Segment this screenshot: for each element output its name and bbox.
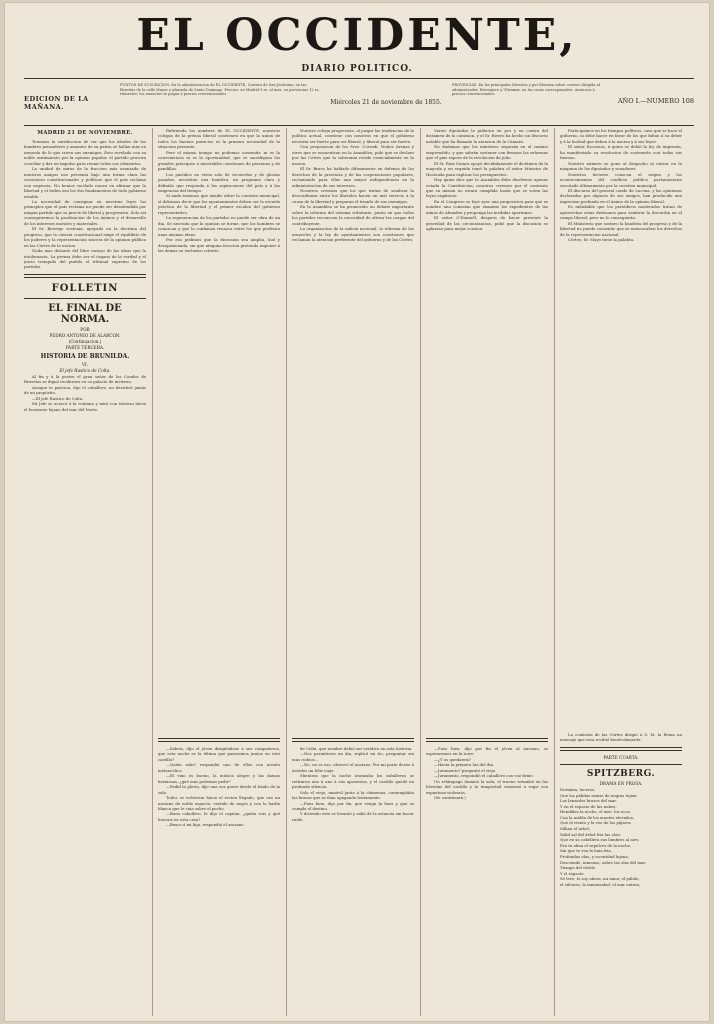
continuation-note: (Continuacion.): [68, 338, 102, 344]
paragraph: —¿Y os quedareis?: [434, 756, 471, 762]
paragraph: Todos se volvieron hácia el recien llegado, que era un anciano de noble aspecto, vestido de negro y con la barba blanca que le caia sobre el pecho.: [158, 795, 280, 811]
paragraph: Nuestro número se pone al despacho al entrar en la máquina de los diputados y senadores.: [560, 160, 682, 172]
verse-line: Era tu alma el sepulcro de la noche,: [560, 842, 632, 848]
verse-line: Los lanzados brazos del mar.: [560, 798, 617, 804]
column-3: [292, 128, 414, 1016]
paragraph: Un relámpago iluminó la sala; el trueno retumbó en las bóvedas del castillo y la tempestad comenzó a rugir con espantosa violencia.: [426, 778, 548, 795]
paragraph: —Sabeis, dijo el jóven dirigiéndose á sus compañeros, que esta noche es la última que pasaremos juntos en este castillo?: [158, 746, 280, 762]
paragraph: Hay quien dice que la Asamblea debe disolverse apenas votada la Constitucion; nosotros creemos por el contrario que su mision no estará cumplida hasta que se voten las leyes orgánicas.: [426, 177, 548, 199]
issue-number: AÑO I.—NUMERO 108: [617, 97, 694, 105]
divider: [292, 738, 414, 742]
paragraph: Una proposicion de los Sres. Corradi, Nuñez Arenas y otros que se encuentran en la Asamblea, pide que se declare por las Córtes que la soberanía reside esencialmente en la nacion.: [292, 144, 414, 166]
verse-line: el silencio, la inmensidad, el mar entero,: [560, 882, 641, 887]
column-rule: [420, 128, 421, 1016]
paragraph: Si nada tenemos que añadir sobre la cuestion municipal, sí debemos decir que los ayuntamientos deben ser la escuela práctica de la libertad y el primer escalon del gobierno representativo.: [158, 193, 280, 215]
provinces-info: PROVINCIAS. En las principales librerías y por libranza sobre correos dirigida al administrador. Extranjero y Ultramar, en las casas corresponsales. Anuncios á precios convencionales.: [452, 83, 600, 97]
column-5: [560, 128, 682, 1016]
divider: [24, 298, 146, 299]
paragraph: La regeneracion de los partidos no puede ser obra de un dia. Se necesita que la opinion se forme, que los hombres se conozcan y que la confianza renazca entre los que profesan unas mismas ideas.: [158, 215, 280, 237]
divider: [426, 738, 548, 742]
paragraph: —Pedid la gloria, dijo una voz grave desde el fondo de la sala.: [158, 784, 280, 795]
paragraph: Solo el viejo, inmóvil junto á la chimenea, contemplaba las brasas que se iban apagando lentamente.: [292, 789, 414, 801]
masthead: EL OCCIDENTE,: [136, 10, 578, 61]
chapter-subtitle: El jefe Rustico de Colta.: [59, 367, 111, 373]
novel-text: [24, 374, 146, 412]
divider: [560, 764, 682, 765]
novel-text: [158, 746, 280, 828]
paragraph: Mi Jefe se acercó á la ventana y miró con tristeza hácia el horizonte lejano del mar del Norte.: [24, 401, 146, 412]
novel-by: POR: [80, 326, 90, 332]
section-heading: MADRID 21 DE NOVIEMBRE.: [37, 130, 133, 136]
notice-text: [560, 732, 682, 743]
verse-line: Y el espacio.: [560, 870, 585, 876]
paragraph: Es indudable que los periódicos moderados tratan de aprovechar estas divisiones para sembrar la discordia en el campo liberal; pero no lo conseguirán.: [560, 204, 682, 221]
novel-author: PEDRO ANTONIO DE ALARCON.: [49, 332, 121, 338]
paragraph: El Sr. Bravo ha hablado difusamente en defensa de los derechos de la provincia y de las corporaciones populares, reclamando para ellas una mayor independencia en la administracion de sus intereses.: [292, 166, 414, 188]
paragraph: —El jefe Rustico de Colta.: [32, 395, 84, 401]
paragraph: El Sr. Borrego sostenia, apoyado en la doctrina del progreso, que la ciencia constitucional exige el equilibrio de los poderes y la representacion sincera de la opinion pública en las Córtes de la nacion.: [24, 226, 146, 248]
paragraph: El Ministerio que sostuvo la bandera del progreso y de la libertad no puede consentir que se menoscaben los derechos de la representacion nacional.: [560, 220, 682, 237]
paragraph: —Pues bien, dijo por fin, que venga la hora y que se cumpla el destino.: [292, 800, 414, 811]
paragraph: —Juramento, respondió el caballero con voz firme.: [434, 773, 534, 779]
paragraph: Varios diputados la pidieron en pro y en contra del dictámen de la comision, y el Sr. Rivero ha hecho un discurso notable que ha llamado la atencion de la Cámara.: [426, 128, 548, 144]
paragraph: La necesidad de consignar en nuestras leyes los principios que el país reclama no puede ser desatendida por ningun partido que se precie de liberal y progresista. Solo así conseguiremos la pacificacion de los ánimos y el desarrollo de los intereses morales y materiales.: [24, 198, 146, 226]
divider: [560, 747, 682, 751]
column-1: [24, 128, 146, 1016]
paragraph: —Buen caballero, le dijo el capitan, ¿quién sois y qué buscais en esta casa?: [158, 811, 280, 822]
paragraph: (Se continuará.): [434, 795, 466, 801]
paragraph: Córtes: Sr. Mayo tiene la palabra.: [568, 237, 635, 243]
paragraph: Refiriendo los nombres de EL OCCIDENTE, nuestros colegas de la prensa liberal convienen en que la union de todos los buenos patricios es la primera necesidad de la situacion presente.: [158, 128, 280, 150]
story-title: HISTORIA DE BRUNILDA.: [40, 352, 130, 360]
column-4: [426, 128, 548, 1016]
part-label: PARTE CUARTA.: [603, 754, 639, 760]
editorial-text: [292, 128, 414, 734]
paragraph: El señor O'Donnell, despues de hacer presente la gravedad de las circunstancias, pidió que la discusion se aplazase para mejor ocasion.: [426, 215, 548, 232]
spitzberg-subtitle: DRAMA EN PROSA.: [599, 780, 643, 786]
paragraph: Nada mas distante del libre ensayo de las ideas que la intolerancia. La prensa debe ser el órgano de la verdad y el juicio tranquilo del pueblo el tribunal supremo de los partidos.: [24, 248, 146, 270]
editorial-text: [560, 128, 682, 728]
paragraph: Los partidos no viven solo de recuerdos y de glorias pasadas; necesitan una bandera, un programa claro y definido que responda á las aspiraciones del país y á las exigencias del tiempo.: [158, 171, 280, 193]
editorial-text: [158, 128, 280, 734]
verse-line: Que el viento y la voz de los pájaros: [560, 820, 631, 826]
paragraph: —Hasta la primera luz del dia.: [434, 762, 495, 768]
editorial-text: [426, 128, 548, 734]
spitzberg-title: SPITZBERG.: [586, 768, 656, 779]
folletin-heading: FOLLETIN: [51, 282, 119, 294]
novel-title: EL FINAL DE NORMA.: [48, 302, 122, 325]
verse-line: Silban el árbol;: [560, 826, 591, 832]
page-body: [24, 128, 694, 1016]
column-2: [158, 128, 280, 1016]
subtitle: DIARIO POLITICO.: [301, 64, 413, 74]
paragraph: Nosotros creemos que los que tratan de sembrar la desconfianza entre los liberales hacen un mal servicio á la causa de la libertad y preparan el triunfo de sus enemigos.: [292, 187, 414, 204]
divider: [158, 738, 280, 742]
verse-line: Profundas olas, y oscuridad lejana;: [560, 854, 629, 860]
paragraph: —Pues bien, dijo por fin el jóven al anciano, os esperaremos en la torre.: [426, 746, 548, 757]
verse-line: Y en el espacio de las nubes,: [560, 803, 617, 809]
editorial-text: [24, 139, 146, 270]
novel-text: [292, 746, 414, 822]
paragraph: No dudamos que los ministros seguirán en el camino emprendido, y que sabrán sostener con firmeza las reformas que el país espera de la revolucion de julio.: [426, 144, 548, 161]
paragraph: —Busco á mi hija, respondió el anciano.: [166, 822, 245, 828]
paragraph: El señor Escosura, á quien se debió la ley de imprenta, ha manifestado su resolucion de sostenerla con todas sus fuerzas.: [560, 144, 682, 161]
paragraph: Y diciendo esto se levantó y salió de la estancia sin hacer ruido.: [292, 811, 414, 822]
novel-text: [426, 746, 548, 801]
paragraph: —Nos permitireis un dia, replicó mi tio, preguntar sin mas rodeos...: [292, 751, 414, 762]
subscription-info: PUNTOS DE SUSCRICION. En la administracion de EL OCCIDENTE, Carrera de San Jerónimo; en las librerías de la calle Mayor y plazuela de Santo Domingo. Precios: en Madrid 8 rs. al mes, en provincias 12 rs. trimestre; los anuncios se pagan á precios convencionales.: [120, 83, 320, 97]
paragraph: El discurso del general conde de Lucena, y las opiniones declaradas por algunos de sus amigos, han producido una impresion profunda en el ánimo de la opinion liberal.: [560, 187, 682, 204]
paragraph: El Sr. Ruiz Gomez apoyó decididamente el dictámen de la mayoría y en seguida tomó la palabra el señor Ministro de Hacienda para explicar los presupuestos.: [426, 160, 548, 177]
column-rule: [286, 128, 287, 1016]
verse-line: Con la niebla de los montes elevados,: [560, 814, 635, 820]
paragraph: Al fin y á la postre el gran señor de los Condes de Bruselas se dignó recibirnos en su palacio de invierno.: [24, 373, 146, 385]
chapter-number: VI.: [81, 361, 88, 367]
verse-line: Que en su cabellera sus lumbres al aire,: [560, 837, 640, 843]
paragraph: —No, no es eso, observó el anciano. Por mi parte deseo á ustedes un feliz viaje.: [292, 762, 414, 773]
paragraph: Por eso pedimos que la discusion sea amplia, leal y desapasionada, sin que ninguna fraccion pretenda imponer á las demas su exclusivo criterio.: [158, 237, 280, 253]
paragraph: Nuestro colega progresista, al juzgar las tendencias de la política actual, conviene con nosotros en que el gobierno necesita ser fuerte para ser liberal, y liberal para ser fuerte.: [292, 128, 414, 144]
edition-label: EDICION DE LA MAÑANA.: [24, 95, 89, 111]
paragraph: Mientras que la noche avanzaba los caballeros se retiraron uno á uno á sus aposentos, y el castillo quedó en profundo silencio.: [292, 773, 414, 790]
verse-text: [560, 787, 682, 888]
paragraph: Tenemos la satisfaccion de ver que los ideales de los hombres pensadores y amantes de su patria se hallan más en armonía de lo que creen sus enemigos. Esto revelado con su noble sentimiento por la opinion popular, el partido procura conciliar y dar un impulso para reunir todos sus elementos.: [24, 139, 146, 166]
paragraph: Nuestros lectores conocen el origen y los acontecimientos del conflicto político parlamentario suscitado últimamente por la cuestion municipal.: [560, 171, 682, 188]
column-rule: [554, 128, 555, 1016]
paragraph: —Juramento? preguntó el viejo.: [434, 767, 497, 773]
paragraph: La organizacion de la milicia nacional, la reforma de los aranceles y la ley de ayuntamientos son cuestiones que reclaman la atencion preferente del gobierno y de las Córtes.: [292, 226, 414, 243]
verse-line: Dormian, luceros,: [560, 786, 596, 792]
verse-line: Tiempo del olvido: [560, 865, 596, 871]
info-bar: [24, 78, 694, 126]
verse-line: Que las pálidas ramas de negras tejian: [560, 792, 637, 798]
verse-line: Sé leve, lo soy ahora, mi amor, el pálido,: [560, 876, 640, 882]
verse-line: Hendidas la noche, el aire, los ecos,: [560, 809, 631, 815]
dateline: Miércoles 21 de noviembre de 1855.: [330, 99, 442, 106]
paragraph: En el Congreso se leyó ayer una proposicion para que se nombre una comision que examine los expedientes de las minas de Almaden y proponga las medidas oportunas.: [426, 198, 548, 215]
newspaper-page: [4, 2, 710, 1022]
paragraph: Participamos en los tiempos políticos, casa que se hace el gobierno, ni debe hacer en favor de los que faltan á su deber y á la lealtad que deben á la nacion y á sus leyes.: [560, 128, 682, 144]
verse-line: Sin que te vea la luna frio,: [560, 848, 613, 854]
paragraph: Pero el mismo tiempo no podemos consentir, ni es la conveniencia ni es la oportunidad, que se sacrifiquen los grandes principios a miserables cuestiones de personas y de pandillas.: [158, 149, 280, 172]
paragraph: Aunque te parezca, dijo el caballero, no desistiré jamás de mi propósito.: [24, 384, 146, 396]
verse-line: Desciende, inmenso, sobre las olas del mar,: [560, 859, 647, 865]
paragraph: La unidad de miras de la fraccion más avanzada de nuestros amigos nos presenta bajo una forma clara las cuestiones constitucionales y políticas que el país reclama con urgencia. No hemos vacilado nunca en afirmar que la libertad y el órden son los dos fundamentos de todo gobierno estable.: [24, 166, 146, 199]
paragraph: En la Asamblea se ha promovido un debate importante sobre la reforma del sistema tributario, punto en que todos los partidos reconocen la necesidad de aliviar las cargas del contribuyente.: [292, 204, 414, 226]
paragraph: de Colta, que nombre debió ser veridico en esta historia.: [300, 746, 413, 751]
paragraph: —Quién sabe! respondió uno de ellos con acento melancólico.: [158, 762, 280, 773]
column-rule: [152, 128, 153, 1016]
divider: [24, 274, 146, 278]
paragraph: La comision de las Córtes dirigió á S. M. la Reina un mensaje que esta recibió benévolamente.: [560, 732, 682, 743]
verse-line: Salid sal del árbol fria las olas:: [560, 831, 621, 837]
part-label: PARTE TERCERA.: [65, 344, 105, 350]
paragraph: —El vino es bueno, la música alegre y las damas hermosas, ¿qué mas podemos pedir?: [158, 773, 280, 784]
